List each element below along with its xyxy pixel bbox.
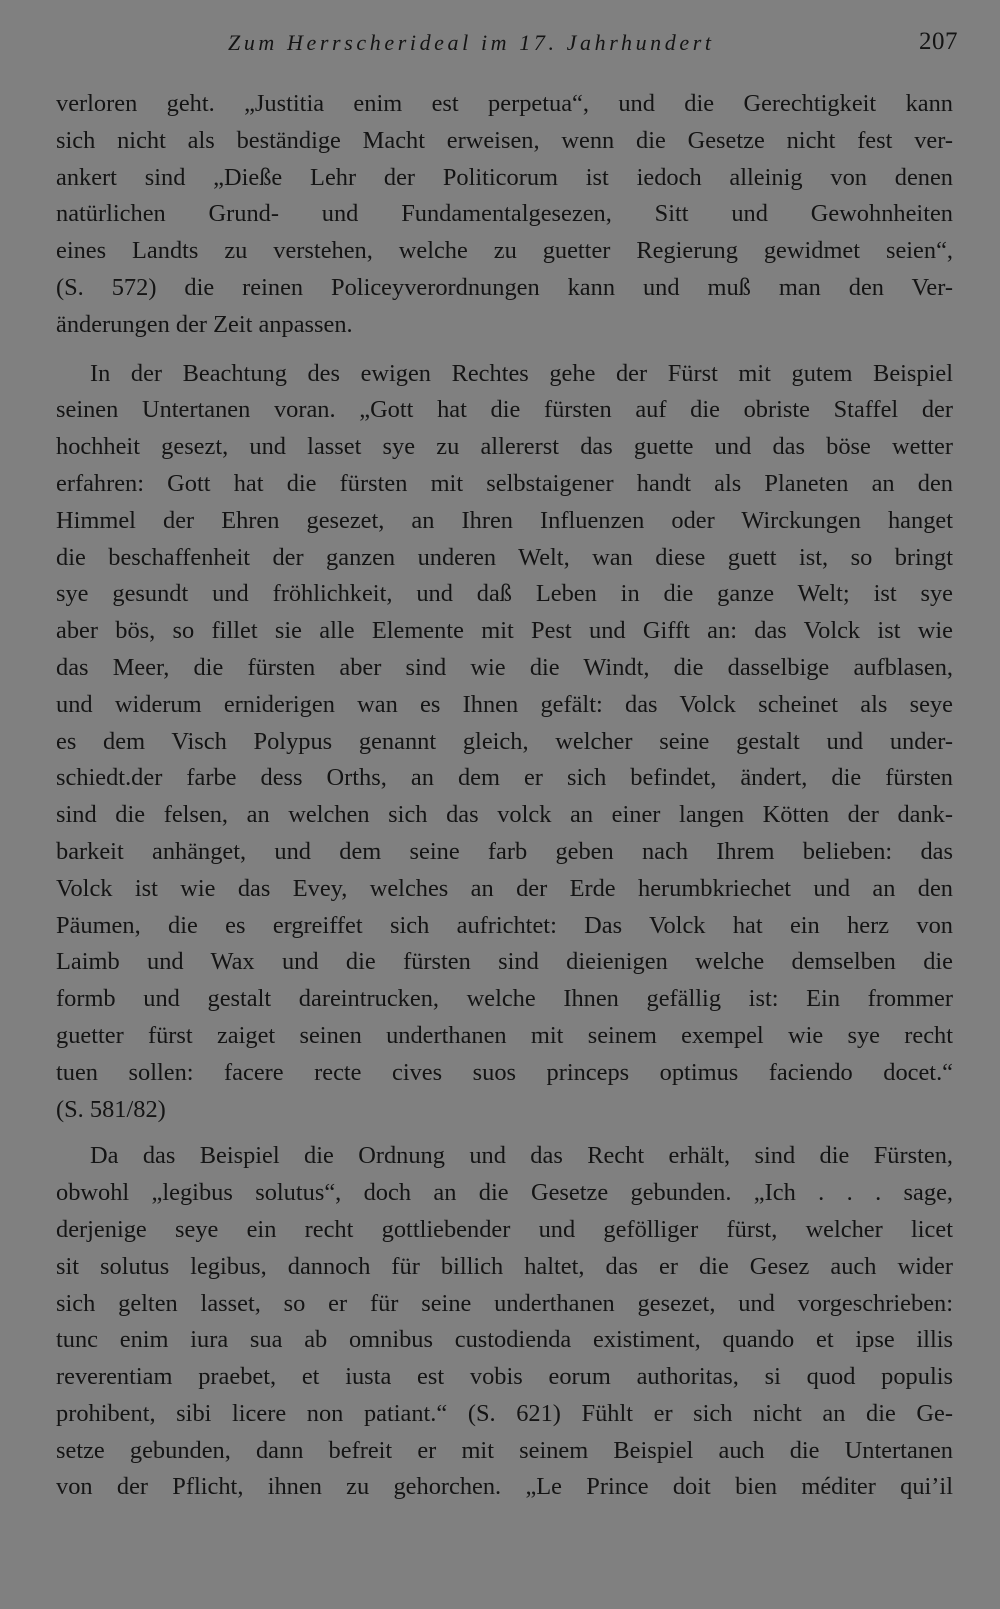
- text-line: verloren geht. „Justitia enim est perpetua“, und die Gerechtigkeit kann: [56, 90, 953, 117]
- text-line: aber bös, so fillet sie alle Elemente mit Pest und Gifft an: das Volck ist wie: [56, 617, 953, 645]
- text-line: sye gesundt und fröhlichkeit, und daß Leben in die ganze Welt; ist sye: [56, 580, 953, 608]
- text-line: guetter fürst zaiget seinen underthanen mit seinem exempel wie sye recht: [56, 1021, 953, 1049]
- text-line: derjenige seye ein recht gottliebender und gefölliger fürst, welcher licet: [56, 1215, 953, 1243]
- text-line: seinen Untertanen voran. „Gott hat die fürsten auf die obriste Staffel der: [56, 396, 953, 424]
- running-head: Zum Herrscherideal im 17. Jahrhundert: [228, 30, 715, 55]
- text-line: Päumen, die es ergreiffet sich aufrichtet: Das Volck hat ein herz von: [56, 911, 953, 939]
- text-line: In der Beachtung des ewigen Rechtes gehe der Fürst mit gutem Beispiel: [90, 359, 953, 387]
- paragraph-1: [56, 86, 953, 344]
- text-line: prohibent, sibi licere non patiant.“ (S. 621) Fühlt er sich nicht an die Ge-: [56, 1399, 953, 1427]
- text-line: sich nicht als beständige Macht erweisen, wenn die Gesetze nicht fest ver-: [56, 126, 953, 154]
- text-line: reverentiam praebet, et iusta est vobis eorum authoritas, si quod populis: [56, 1363, 953, 1391]
- text-line: obwohl „legibus solutus“, doch an die Gesetze gebunden. „Ich . . . sage,: [56, 1179, 953, 1207]
- text-line: das Meer, die fürsten aber sind wie die Windt, die dasselbige aufblasen,: [56, 653, 953, 681]
- text-line: natürlichen Grund- und Fundamentalgesezen, Sitt und Gewohnheiten: [56, 200, 953, 228]
- page-body: [56, 86, 953, 1506]
- text-line: es dem Visch Polypus genannt gleich, welcher seine gestalt und under-: [56, 727, 953, 755]
- text-line: Volck ist wie das Evey, welches an der Erde herumbkriechet und an den: [56, 874, 953, 902]
- text-line: erfahren: Gott hat die fürsten mit selbstaigener handt als Planeten an den: [56, 469, 953, 497]
- text-line: formb und gestalt dareintrucken, welche Ihnen gefällig ist: Ein frommer: [56, 985, 953, 1013]
- text-line: hochheit gesezt, und lasset sye zu allererst das guette und das böse wetter: [56, 433, 953, 461]
- text-line: sich gelten lasset, so er für seine underthanen gesezet, und vorgeschrieben:: [56, 1289, 953, 1317]
- paragraph-3: [56, 1138, 953, 1506]
- text-line: ankert sind „Dieße Lehr der Politicorum ist iedoch alleinig von denen: [56, 163, 953, 191]
- text-line: setze gebunden, dann befreit er mit seinem Beispiel auch die Untertanen: [56, 1436, 953, 1464]
- page-header: [56, 28, 956, 68]
- text-line: Himmel der Ehren gesezet, an Ihren Influenzen oder Wirckungen hanget: [56, 506, 953, 534]
- text-line: die beschaffenheit der ganzen underen Welt, wan diese guett ist, so bringt: [56, 543, 953, 571]
- text-line: barkeit anhänget, und dem seine farb geben nach Ihrem belieben: das: [56, 837, 953, 865]
- text-line: von der Pflicht, ihnen zu gehorchen. „Le Prince doit bien méditer qui’il: [56, 1473, 953, 1501]
- text-line: Laimb und Wax und die fürsten sind dieienigen welche demselben die: [56, 948, 953, 976]
- text-line: änderungen der Zeit anpassen.: [56, 310, 353, 338]
- text-line: eines Landts zu verstehen, welche zu guetter Regierung gewidmet seien“,: [56, 237, 953, 265]
- text-line: sit solutus legibus, dannoch für billich haltet, das er die Gesez auch wider: [56, 1252, 953, 1280]
- page-number: 207: [919, 28, 958, 55]
- text-line: tunc enim iura sua ab omnibus custodienda existiment, quando et ipse illis: [56, 1326, 953, 1354]
- text-line: schiedt.der farbe dess Orths, an dem er sich befindet, ändert, die fürsten: [56, 764, 953, 792]
- text-line: tuen sollen: facere recte cives suos princeps optimus faciendo docet.“: [56, 1058, 953, 1086]
- text-line: sind die felsen, an welchen sich das volck an einer langen Kötten der dank-: [56, 801, 953, 829]
- text-line: (S. 572) die reinen Policeyverordnungen kann und muß man den Ver-: [56, 273, 953, 301]
- paragraph-2: [56, 356, 953, 1129]
- text-line: Da das Beispiel die Ordnung und das Recht erhält, sind die Fürsten,: [90, 1142, 953, 1170]
- text-line: (S. 581/82): [56, 1095, 166, 1123]
- text-line: und widerum erniderigen wan es Ihnen gefält: das Volck scheinet als seye: [56, 690, 953, 718]
